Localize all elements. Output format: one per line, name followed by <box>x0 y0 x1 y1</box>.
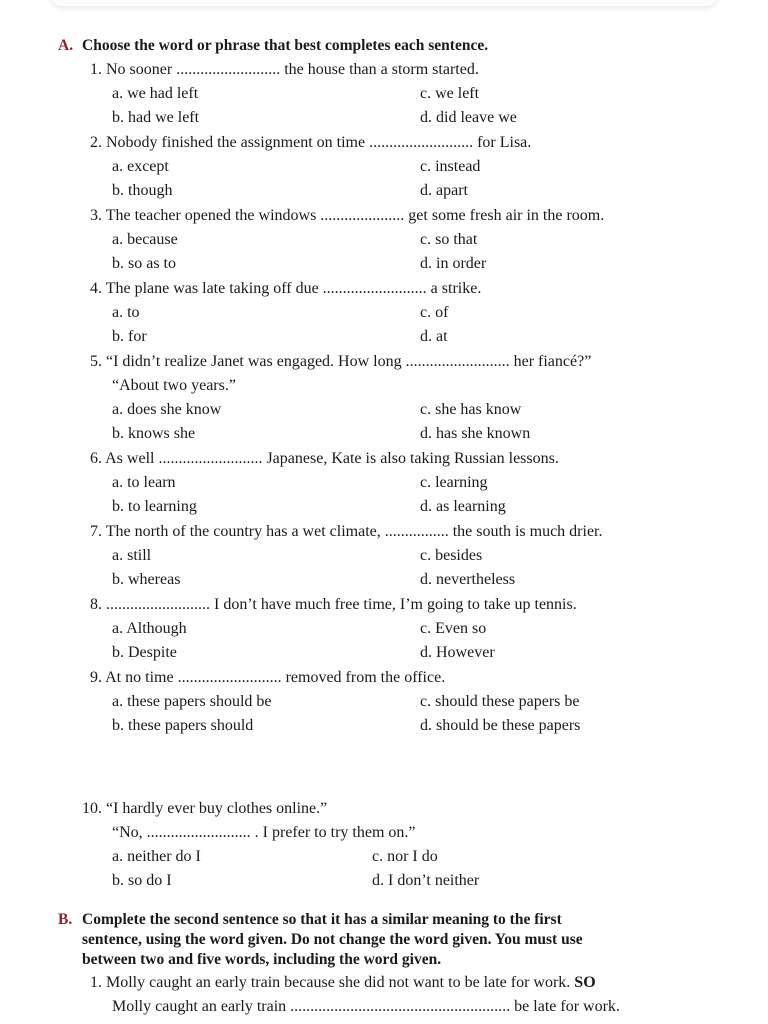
answer-option[interactable]: c. she has know <box>420 401 522 418</box>
question-text: “I hardly ever buy clothes online.” <box>106 800 328 817</box>
answer-option[interactable]: b. so as to <box>112 255 176 272</box>
answer-option[interactable]: b. whereas <box>112 571 181 588</box>
question-line <box>90 669 445 687</box>
question-text: Nobody finished the assignment on time .......................... for Lisa. <box>106 134 532 151</box>
answer-option[interactable]: c. learning <box>420 474 488 491</box>
question-number: 4. <box>90 280 102 297</box>
question-line <box>90 353 591 371</box>
question-text: .......................... I don’t have much free time, I’m going to take up tennis. <box>106 596 577 613</box>
page-top-edge <box>50 0 718 6</box>
section-b-q1-line2: Molly caught an early train ....................................................... be late for work. <box>112 998 620 1015</box>
question-text: The north of the country has a wet climate, ................ the south is much drier. <box>105 523 603 540</box>
question-text: At no time .......................... removed from the office. <box>105 669 446 686</box>
keyword: SO <box>574 974 596 991</box>
section-b-letter: B. <box>58 911 73 928</box>
answer-option[interactable]: a. neither do I <box>112 848 201 865</box>
answer-option[interactable]: b. for <box>112 328 147 345</box>
question-text: The teacher opened the windows ..................... get some fresh air in the room. <box>105 207 605 224</box>
answer-option[interactable]: b. Despite <box>112 644 177 661</box>
answer-option[interactable]: b. so do I <box>112 872 172 889</box>
answer-option[interactable]: d. did leave we <box>420 109 517 126</box>
answer-option[interactable]: d. at <box>420 328 448 345</box>
answer-option[interactable]: d. has she known <box>420 425 531 442</box>
answer-option[interactable]: b. these papers should <box>112 717 254 734</box>
answer-option[interactable]: d. as learning <box>420 498 506 515</box>
question-text: As well .......................... Japanese, Kate is also taking Russian lessons. <box>105 450 559 467</box>
answer-option[interactable]: c. besides <box>420 547 483 564</box>
question-line <box>90 61 479 79</box>
section-b-instruction-line: Complete the second sentence so that it has a similar meaning to the first <box>82 911 562 928</box>
answer-option[interactable]: a. these papers should be <box>112 693 272 710</box>
answer-option[interactable]: a. except <box>112 158 169 175</box>
answer-option[interactable]: a. does she know <box>112 401 222 418</box>
answer-option[interactable]: a. because <box>112 231 178 248</box>
answer-option[interactable]: a. we had left <box>112 85 199 102</box>
answer-option[interactable]: a. to learn <box>112 474 176 491</box>
section-b-q1-line1 <box>90 974 596 992</box>
question-number: 2. <box>90 134 102 151</box>
answer-option[interactable]: d. should be these papers <box>420 717 581 734</box>
answer-option[interactable]: b. had we left <box>112 109 200 126</box>
question-line <box>90 207 604 225</box>
answer-option[interactable]: c. we left <box>420 85 480 102</box>
question-line <box>90 450 559 468</box>
section-b-instruction-line: between two and five words, including the word given. <box>82 951 442 968</box>
answer-option[interactable]: c. of <box>420 304 449 321</box>
question-line: “About two years.” <box>112 377 236 394</box>
question-text: No sooner .......................... the house than a storm started. <box>106 61 479 78</box>
section-a-instruction: Choose the word or phrase that best completes each sentence. <box>82 37 489 54</box>
question-number: 6. <box>90 450 102 467</box>
question-number: 1. <box>90 61 102 78</box>
question-line <box>90 134 531 152</box>
answer-option[interactable]: b. though <box>112 182 173 199</box>
answer-option[interactable]: d. in order <box>420 255 487 272</box>
answer-option[interactable]: d. apart <box>420 182 468 199</box>
section-b-heading <box>58 910 738 968</box>
answer-option[interactable]: d. nevertheless <box>420 571 516 588</box>
question-number: 8. <box>90 596 102 613</box>
answer-option[interactable]: a. to <box>112 304 140 321</box>
answer-option[interactable]: c. nor I do <box>372 848 438 865</box>
question-number: 7. <box>90 523 102 540</box>
question-number: 9. <box>90 669 102 686</box>
question-number: 1. <box>90 974 102 991</box>
section-a-heading <box>58 36 738 56</box>
question-text: The plane was late taking off due .......................... a strike. <box>105 280 482 297</box>
question-line <box>90 596 577 614</box>
answer-option[interactable]: d. However <box>420 644 495 661</box>
question-text: “I didn’t realize Janet was engaged. How long .......................... her fiancé?” <box>106 353 592 370</box>
question-line <box>90 523 603 541</box>
question-line <box>90 280 481 298</box>
answer-option[interactable]: a. Although <box>112 620 187 637</box>
answer-option[interactable]: c. should these papers be <box>420 693 580 710</box>
question-number: 3. <box>90 207 102 224</box>
section-b-instruction <box>82 910 722 970</box>
answer-option[interactable]: b. to learning <box>112 498 197 515</box>
section-a-letter: A. <box>58 37 74 54</box>
question-line: “No, .......................... . I prefer to try them on.” <box>112 824 416 841</box>
question-number: 5. <box>90 353 102 370</box>
answer-option[interactable]: a. still <box>112 547 152 564</box>
section-b-instruction-line: sentence, using the word given. Do not change the word given. You must use <box>82 931 583 948</box>
question-number: 10. <box>82 800 102 817</box>
answer-option[interactable]: c. so that <box>420 231 478 248</box>
answer-option[interactable]: c. instead <box>420 158 481 175</box>
question-line <box>82 800 327 818</box>
answer-option[interactable]: c. Even so <box>420 620 487 637</box>
answer-option[interactable]: d. I don’t neither <box>372 872 480 889</box>
answer-option[interactable]: b. knows she <box>112 425 196 442</box>
question-text: Molly caught an early train because she did not want to be late for work. <box>106 974 571 991</box>
